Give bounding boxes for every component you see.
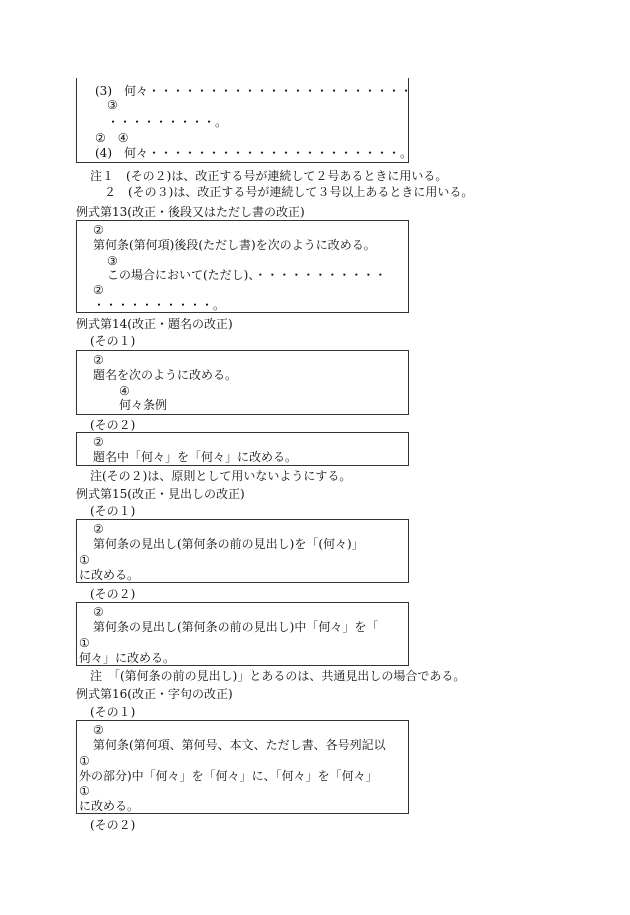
marker: ①	[79, 636, 90, 650]
example-14-note: 注(その２)は、原則として用いないようにする。	[90, 469, 352, 483]
example-16-line: 第何条(第何項、第何号、本文、ただし書、各号列記以	[93, 738, 386, 752]
dots-line: ・・・・・・・・・。	[107, 115, 228, 129]
marker: ③	[107, 254, 118, 268]
example-16-line: 外の部分)中「何々」を「何々」に、「何々」を「何々」	[79, 769, 378, 783]
marker: ②	[93, 605, 104, 619]
example-box-continued	[76, 78, 413, 163]
marker-3: ③	[107, 98, 118, 112]
example-14-box-1	[76, 350, 409, 415]
example-14-heading: 例式第14(改正・題名の改正)	[76, 317, 233, 331]
example-14-line: 題名を次のように改める。	[93, 368, 238, 382]
example-14-sub-2: (その２)	[90, 418, 136, 432]
example-13-line: 第何条(第何項)後段(ただし書)を次のように改める。	[93, 238, 376, 252]
example-16-sub-2: (その２)	[90, 818, 136, 832]
example-15-sub-1: (その１)	[90, 504, 136, 518]
marker: ②	[93, 223, 104, 237]
example-16-sub-1: (その１)	[90, 705, 136, 719]
marker: ②	[93, 283, 104, 297]
marker: ②	[93, 353, 104, 367]
example-15-box-2	[76, 602, 409, 666]
example-13-box	[76, 220, 409, 313]
item-3-line: (3) 何々・・・・・・・・・・・・・・・・・・・・・・	[95, 84, 413, 98]
example-15-line: 第何条の見出し(第何条の前の見出し)中「何々」を「	[93, 620, 379, 634]
marker: ④	[119, 384, 130, 398]
example-13-line: この場合において(ただし)、・・・・・・・・・・・	[107, 268, 387, 282]
example-13-line: ・・・・・・・・・・。	[93, 298, 226, 312]
example-15-line: 何々」に改める。	[79, 651, 176, 665]
example-16-box-1	[76, 720, 409, 814]
example-15-sub-2: (その２)	[90, 587, 136, 601]
marker: ②	[93, 723, 104, 737]
marker: ②	[93, 522, 104, 536]
item-4-line: (4) 何々・・・・・・・・・・・・・・・・・・・・・。	[95, 146, 413, 160]
marker: ①	[79, 754, 90, 768]
example-16-heading: 例式第16(改正・字句の改正)	[76, 687, 233, 701]
marker: ①	[79, 784, 90, 798]
example-15-box-1	[76, 519, 409, 583]
example-14-line: 何々条例	[119, 398, 168, 412]
marker: ②	[93, 435, 104, 449]
note-2: ２ (その３)は、改正する号が連続して３号以上あるときに用いる。	[104, 185, 474, 199]
example-14-sub-1: (その１)	[90, 334, 136, 348]
marker-2-4: ② ④	[95, 131, 129, 145]
example-15-note: 注 「(第何条の前の見出し)」とあるのは、共通見出しの場合である。	[90, 669, 466, 683]
example-15-line: 第何条の見出し(第何条の前の見出し)を「(何々)」	[93, 537, 364, 551]
example-13-heading: 例式第13(改正・後段又はただし書の改正)	[76, 205, 305, 219]
example-15-line: に改める。	[79, 568, 140, 582]
note-1: 注１ (その２)は、改正する号が連続して２号あるときに用いる。	[90, 169, 448, 183]
example-16-line: に改める。	[79, 799, 140, 813]
example-14-box-2	[76, 432, 409, 466]
marker: ①	[79, 553, 90, 567]
example-15-heading: 例式第15(改正・見出しの改正)	[76, 487, 245, 501]
example-14-line: 題名中「何々」を「何々」に改める。	[93, 450, 298, 464]
